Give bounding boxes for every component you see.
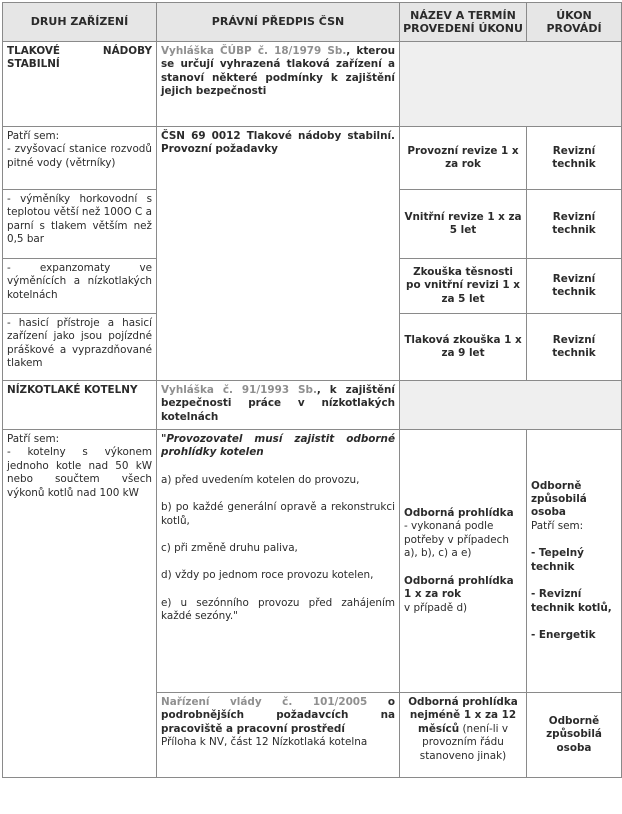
- empty-shaded-cell: [400, 381, 622, 430]
- belongs-label: Patří sem:: [7, 130, 60, 142]
- list-item: a) před uvedením kotelen do provozu,: [161, 473, 360, 486]
- list-item: - Tepelný technik: [531, 547, 584, 573]
- task-cell: Provozní revize 1 x za rok: [400, 127, 527, 190]
- list-item: b) po každé generální opravě a rekonstrukci kotlů,: [161, 501, 395, 527]
- inspection-text: (není-li v provozním řádu stanoveno jinak): [419, 722, 508, 762]
- device-cell: - výměníky horkovodní s teplotou větší než 100O C a parní s tlakem větším než 0,5 bar: [3, 190, 157, 259]
- gov-annex: Příloha k NV, část 12 Nízkotlaká kotelna: [161, 736, 368, 749]
- header-legal-regulation: PRÁVNÍ PŘEDPIS ČSN: [157, 3, 400, 42]
- inspection-cell: [400, 430, 527, 693]
- csn-standard-cell: ČSN 69 0012 Tlakové nádoby stabilní. Provozní požadavky: [157, 127, 400, 381]
- inspection-title: Odborná prohlídka: [404, 507, 514, 520]
- header-task-name-term: NÁZEV A TERMÍN PROVEDENÍ ÚKONU: [400, 3, 527, 42]
- belongs-label: Patří sem:: [7, 433, 60, 445]
- list-item: - Revizní technik kotlů,: [531, 588, 612, 614]
- inspection-text: v případě d): [404, 601, 468, 614]
- regulation-table: [2, 2, 622, 778]
- empty-shaded-cell: [400, 42, 622, 127]
- list-item: e) u sezónního provozu před zahájením každé sezóny.": [161, 596, 395, 623]
- performer-cell: Odborně způsobilá osoba: [527, 693, 622, 778]
- section-title-boiler-rooms: NÍZKOTLAKÉ KOTELNY: [3, 381, 157, 430]
- section-pressure-vessels-header: [3, 42, 622, 127]
- quote-title: "Provozovatel musí zajistit odborné prohlídky kotelen: [161, 433, 395, 459]
- list-item: c) při změně druhu paliva,: [161, 542, 298, 555]
- performer-label: Patří sem:: [531, 519, 584, 532]
- inspection-cell: [400, 693, 527, 778]
- law-reference-cell: [157, 381, 400, 430]
- section-boiler-rooms-header: [3, 381, 622, 430]
- inspection-title: Odborná prohlídka 1 x za rok: [404, 574, 514, 601]
- device-cell: - hasicí přístroje a hasicí zařízení jako jsou pojízdné práškové a vyprazdňované tlakem: [3, 314, 157, 381]
- device-cell: - expanzomaty ve výměnících a nízkotlakých kotelnách: [3, 259, 157, 314]
- device-cell: [3, 430, 157, 778]
- inspection-title: Odborná prohlídka nejméně 1 x za 12 měsíců: [408, 696, 518, 735]
- performer-title: Odborně způsobilá osoba: [531, 479, 587, 519]
- inspection-requirements-cell: [157, 430, 400, 693]
- table-row: [3, 127, 622, 190]
- gov-regulation-cell: [157, 693, 400, 778]
- law-reference: Vyhláška č. 91/1993 Sb.: [161, 384, 317, 396]
- performer-cell: Revizní technik: [527, 190, 622, 259]
- task-cell: Zkouška těsnosti po vnitřní revizi 1 x za 5 let: [400, 259, 527, 314]
- law-text: , kterou se určují vyhrazená tlaková zařízení a stanoví některé podmínky k zajištění jejich bezpečnosti: [161, 45, 395, 98]
- performer-cell: Revizní technik: [527, 259, 622, 314]
- gov-reference: Nařízení vlády č. 101/2005: [161, 696, 368, 708]
- header-performed-by: ÚKON PROVÁDÍ: [527, 3, 622, 42]
- performer-cell: Revizní technik: [527, 127, 622, 190]
- performer-cell: [527, 430, 622, 693]
- performer-cell: Revizní technik: [527, 314, 622, 381]
- section-title-pressure-vessels: TLAKOVÉ NÁDOBY STABILNÍ: [3, 42, 157, 127]
- device-item: - zvyšovací stanice rozvodů pitné vody (větrníky): [7, 143, 152, 169]
- law-text: , k zajištění bezpečnosti práce v nízkotlakých kotelnách: [161, 384, 395, 423]
- task-cell: Tlaková zkouška 1 x za 9 let: [400, 314, 527, 381]
- inspection-text: - vykonaná podle potřeby v případech a), b), c) a e): [404, 520, 509, 560]
- law-reference: Vyhláška ČÚBP č. 18/1979 Sb.: [161, 45, 347, 57]
- gov-text: o podrobnějších požadavcích na pracoviště a pracovní prostředí: [161, 696, 395, 735]
- header-row: [3, 3, 622, 42]
- device-cell: [3, 127, 157, 190]
- list-item: d) vždy po jednom roce provozu kotelen,: [161, 569, 374, 582]
- header-device-type: DRUH ZAŘÍZENÍ: [3, 3, 157, 42]
- task-cell: Vnitřní revize 1 x za 5 let: [400, 190, 527, 259]
- law-reference-cell: [157, 42, 400, 127]
- table-row: [3, 430, 622, 693]
- list-item: - Energetik: [531, 628, 596, 641]
- device-item: - kotelny s výkonem jednoho kotle nad 50 kW nebo součtem všech výkonů kotlů nad 100 kW: [7, 446, 152, 499]
